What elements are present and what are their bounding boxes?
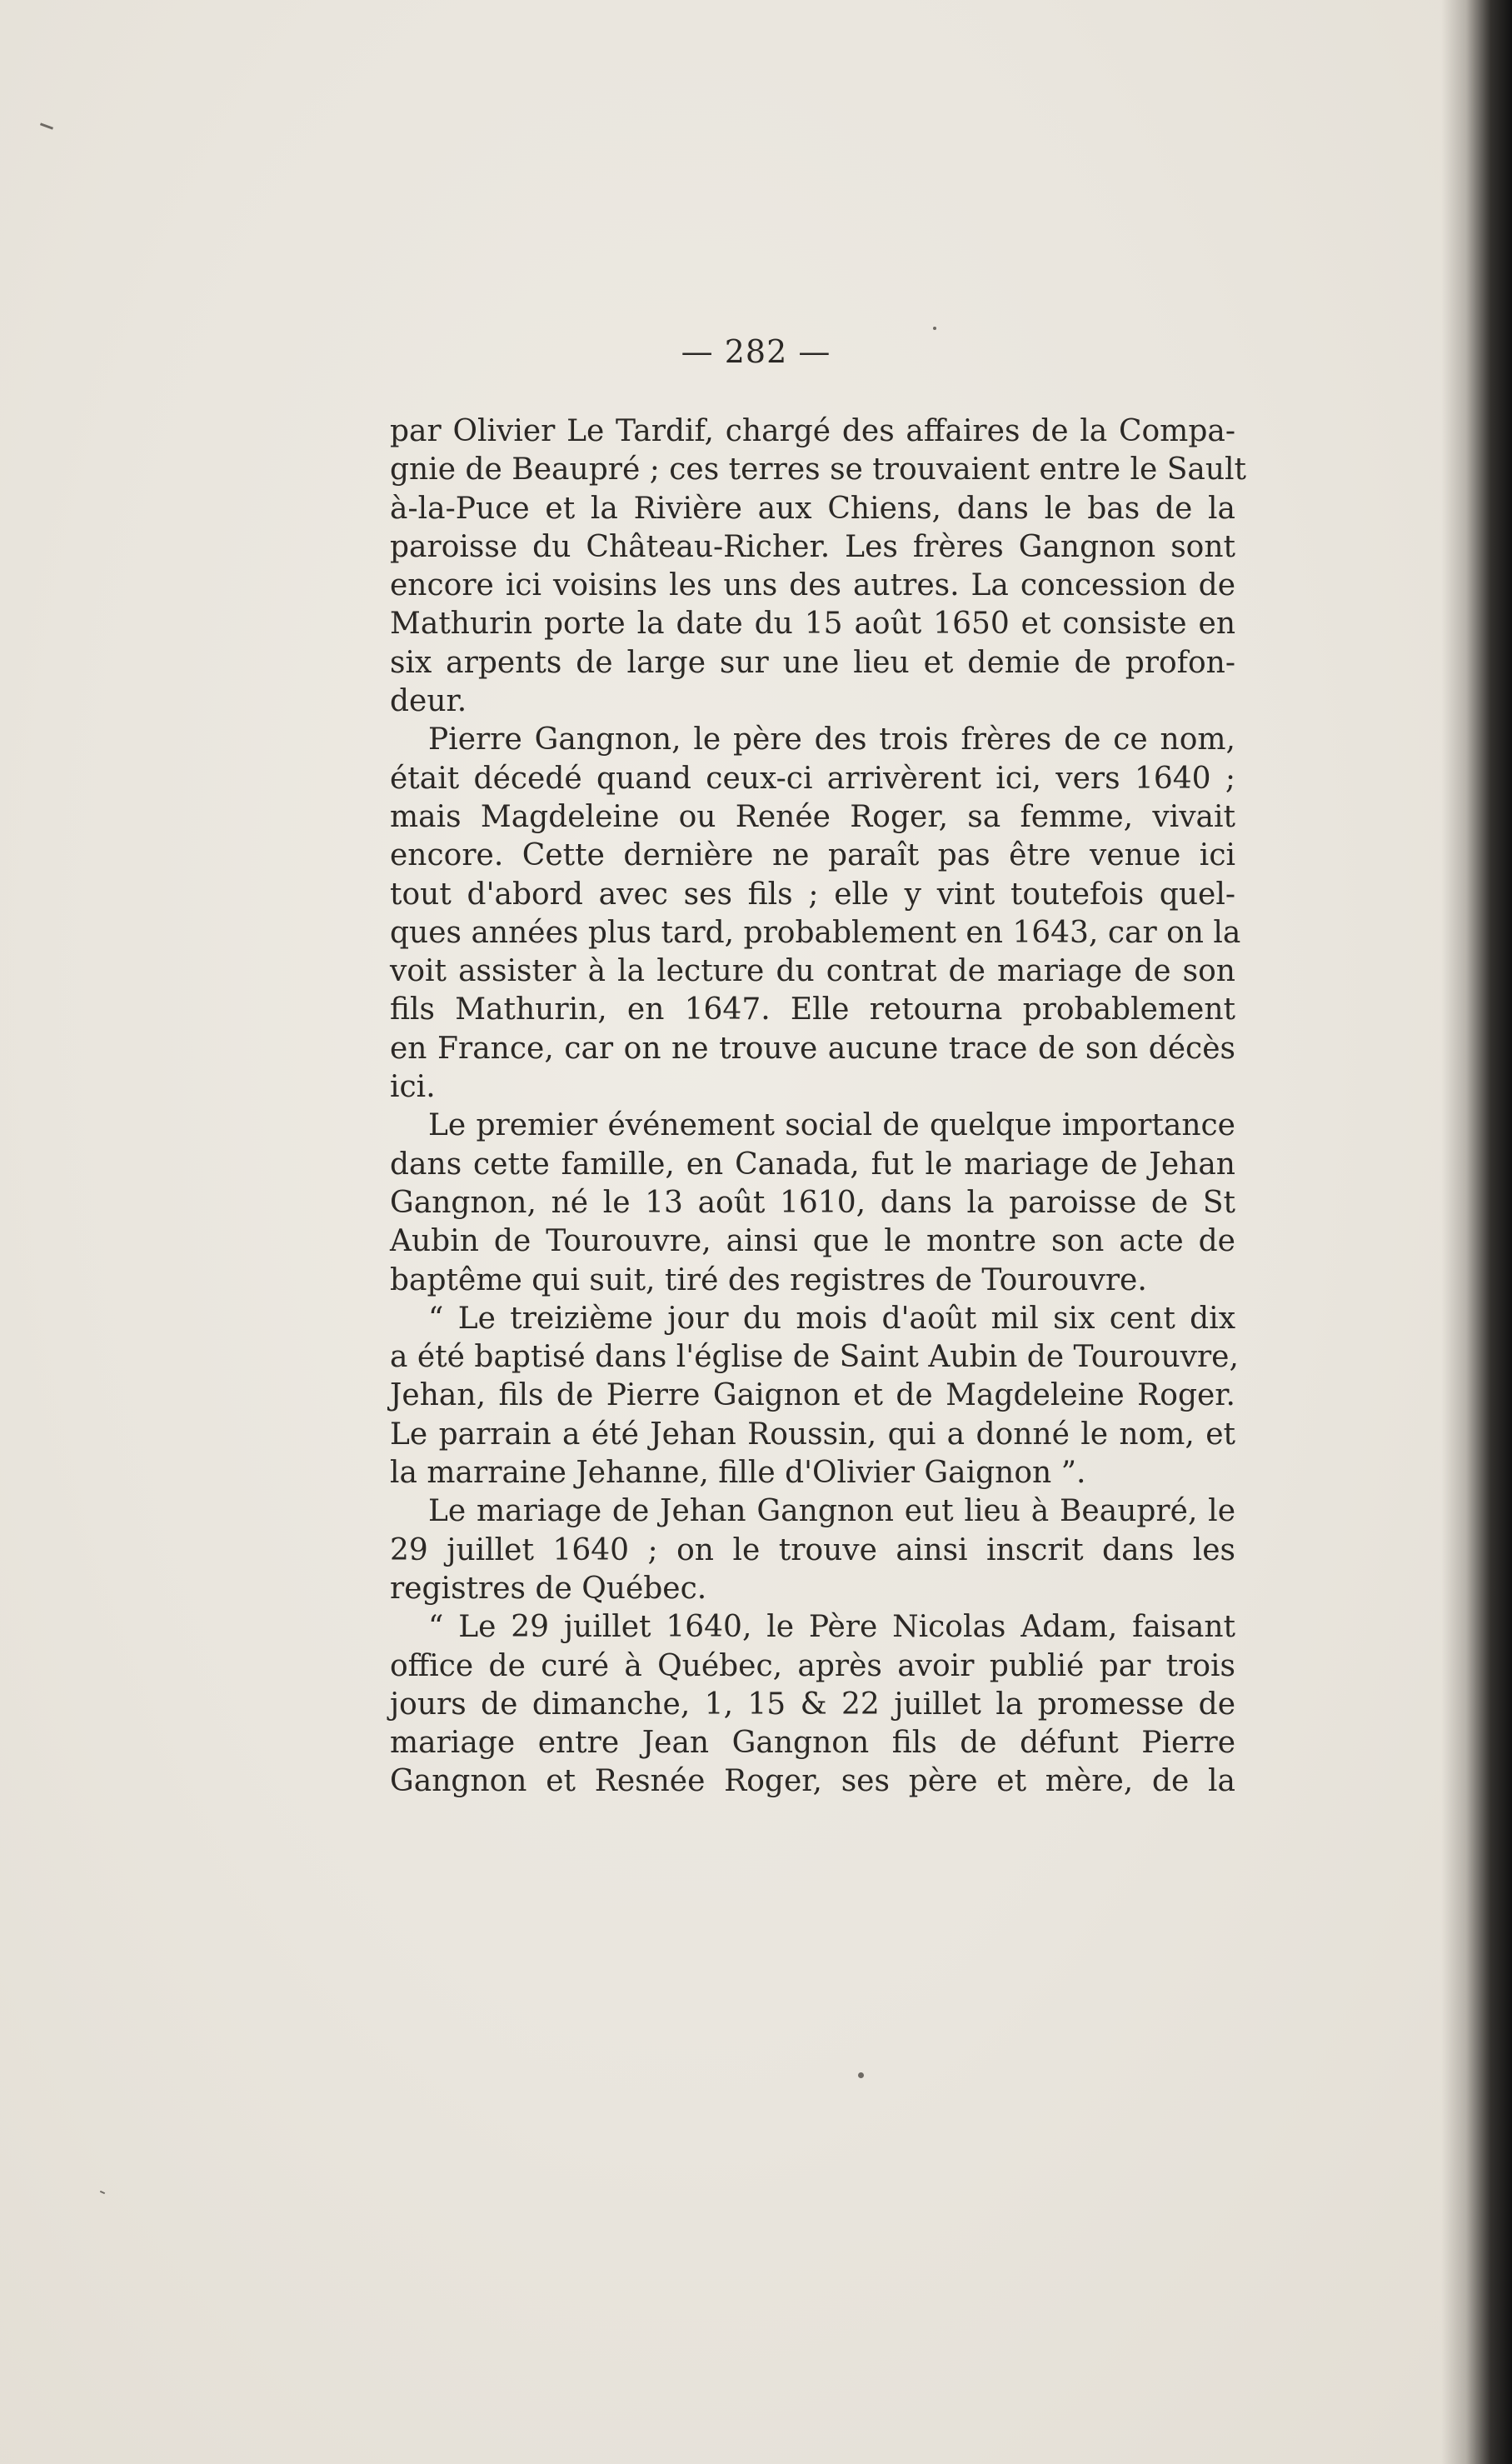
text-line: à-la-Puce et la Rivière aux Chiens, dans le bas de la (390, 491, 1235, 526)
text-line: était décedé quand ceux-ci arrivèrent ici, vers 1640 ; (390, 761, 1235, 796)
scan-speck (100, 2191, 105, 2194)
paragraph-6-quote (390, 1608, 1235, 1801)
paragraph-2 (390, 721, 1241, 1107)
text-line: Pierre Gangnon, le père des trois frères de ce nom, (428, 722, 1235, 757)
text-line: Aubin de Tourouvre, ainsi que le montre son acte de (390, 1224, 1235, 1259)
text-line: baptême qui suit, tiré des registres de Tourouvre. (390, 1262, 1147, 1297)
text-line: jours de dimanche, 1, 15 & 22 juillet la promesse de (390, 1687, 1235, 1722)
text-line: paroisse du Château-Richer. Les frères Gangnon sont (390, 529, 1235, 564)
paragraph-5 (390, 1492, 1235, 1608)
text-line: Gangnon, né le 13 août 1610, dans la paroisse de St (390, 1185, 1235, 1220)
paragraph-4-quote (390, 1300, 1239, 1492)
text-line: par Olivier Le Tardif, chargé des affaires de la Compa- (390, 414, 1235, 448)
text-line: Mathurin porte la date du 15 août 1650 et consiste en (390, 607, 1235, 642)
text-line: a été baptisé dans l'église de Saint Aubin de Tourouvre, (390, 1340, 1239, 1375)
text-line: Le mariage de Jehan Gangnon eut lieu à Beaupré, le (428, 1494, 1235, 1529)
page-number: — 282 — (681, 333, 831, 370)
text-line: encore. Cette dernière ne paraît pas être venue ici (390, 838, 1235, 873)
text-line: Le parrain a été Jehan Roussin, qui a donné le nom, et (390, 1417, 1235, 1452)
text-line: Gangnon et Resnée Roger, ses père et mère, de la (390, 1764, 1235, 1799)
text-line: en France, car on ne trouve aucune trace de son décès (390, 1031, 1235, 1066)
body-text (390, 412, 1247, 1802)
text-line: voit assister à la lecture du contrat de mariage de son (390, 954, 1235, 989)
text-line: gnie de Beaupré ; ces terres se trouvaient entre le Sault (390, 452, 1247, 487)
text-line: la marraine Jehanne, fille d'Olivier Gaignon ”. (390, 1456, 1086, 1491)
text-line: mais Magdeleine ou Renée Roger, sa femme, vivait (390, 799, 1235, 834)
text-line: dans cette famille, en Canada, fut le mariage de Jehan (390, 1147, 1235, 1182)
text-line: 29 juillet 1640 ; on le trouve ainsi inscrit dans les (390, 1532, 1235, 1567)
text-line: ici. (390, 1070, 436, 1105)
text-line: registres de Québec. (390, 1571, 707, 1606)
text-line: “ Le 29 juillet 1640, le Père Nicolas Adam, faisant (428, 1610, 1235, 1645)
paragraph-3 (390, 1107, 1235, 1299)
text-line: deur. (390, 684, 467, 719)
text-line: “ Le treizième jour du mois d'août mil six cent dix (428, 1301, 1235, 1336)
text-line: encore ici voisins les uns des autres. La concession de (390, 568, 1235, 603)
scan-speck (40, 122, 53, 129)
paragraph-1 (390, 412, 1247, 721)
text-line: tout d'abord avec ses fils ; elle y vint toutefois quel- (390, 877, 1235, 912)
scan-speck (933, 327, 936, 330)
text-line: Le premier événement social de quelque importance (428, 1108, 1235, 1143)
scan-speck (858, 2072, 864, 2078)
text-line: six arpents de large sur une lieu et demie de profon- (390, 645, 1235, 680)
text-line: Jehan, fils de Pierre Gaignon et de Magdeleine Roger. (390, 1378, 1235, 1413)
text-line: ques années plus tard, probablement en 1643, car on la (390, 915, 1241, 950)
book-spine-shadow (1441, 0, 1512, 2464)
text-line: mariage entre Jean Gangnon fils de défunt Pierre (390, 1726, 1235, 1761)
text-line: fils Mathurin, en 1647. Elle retourna probablement (390, 992, 1235, 1027)
text-line: office de curé à Québec, après avoir publié par trois (390, 1648, 1235, 1683)
